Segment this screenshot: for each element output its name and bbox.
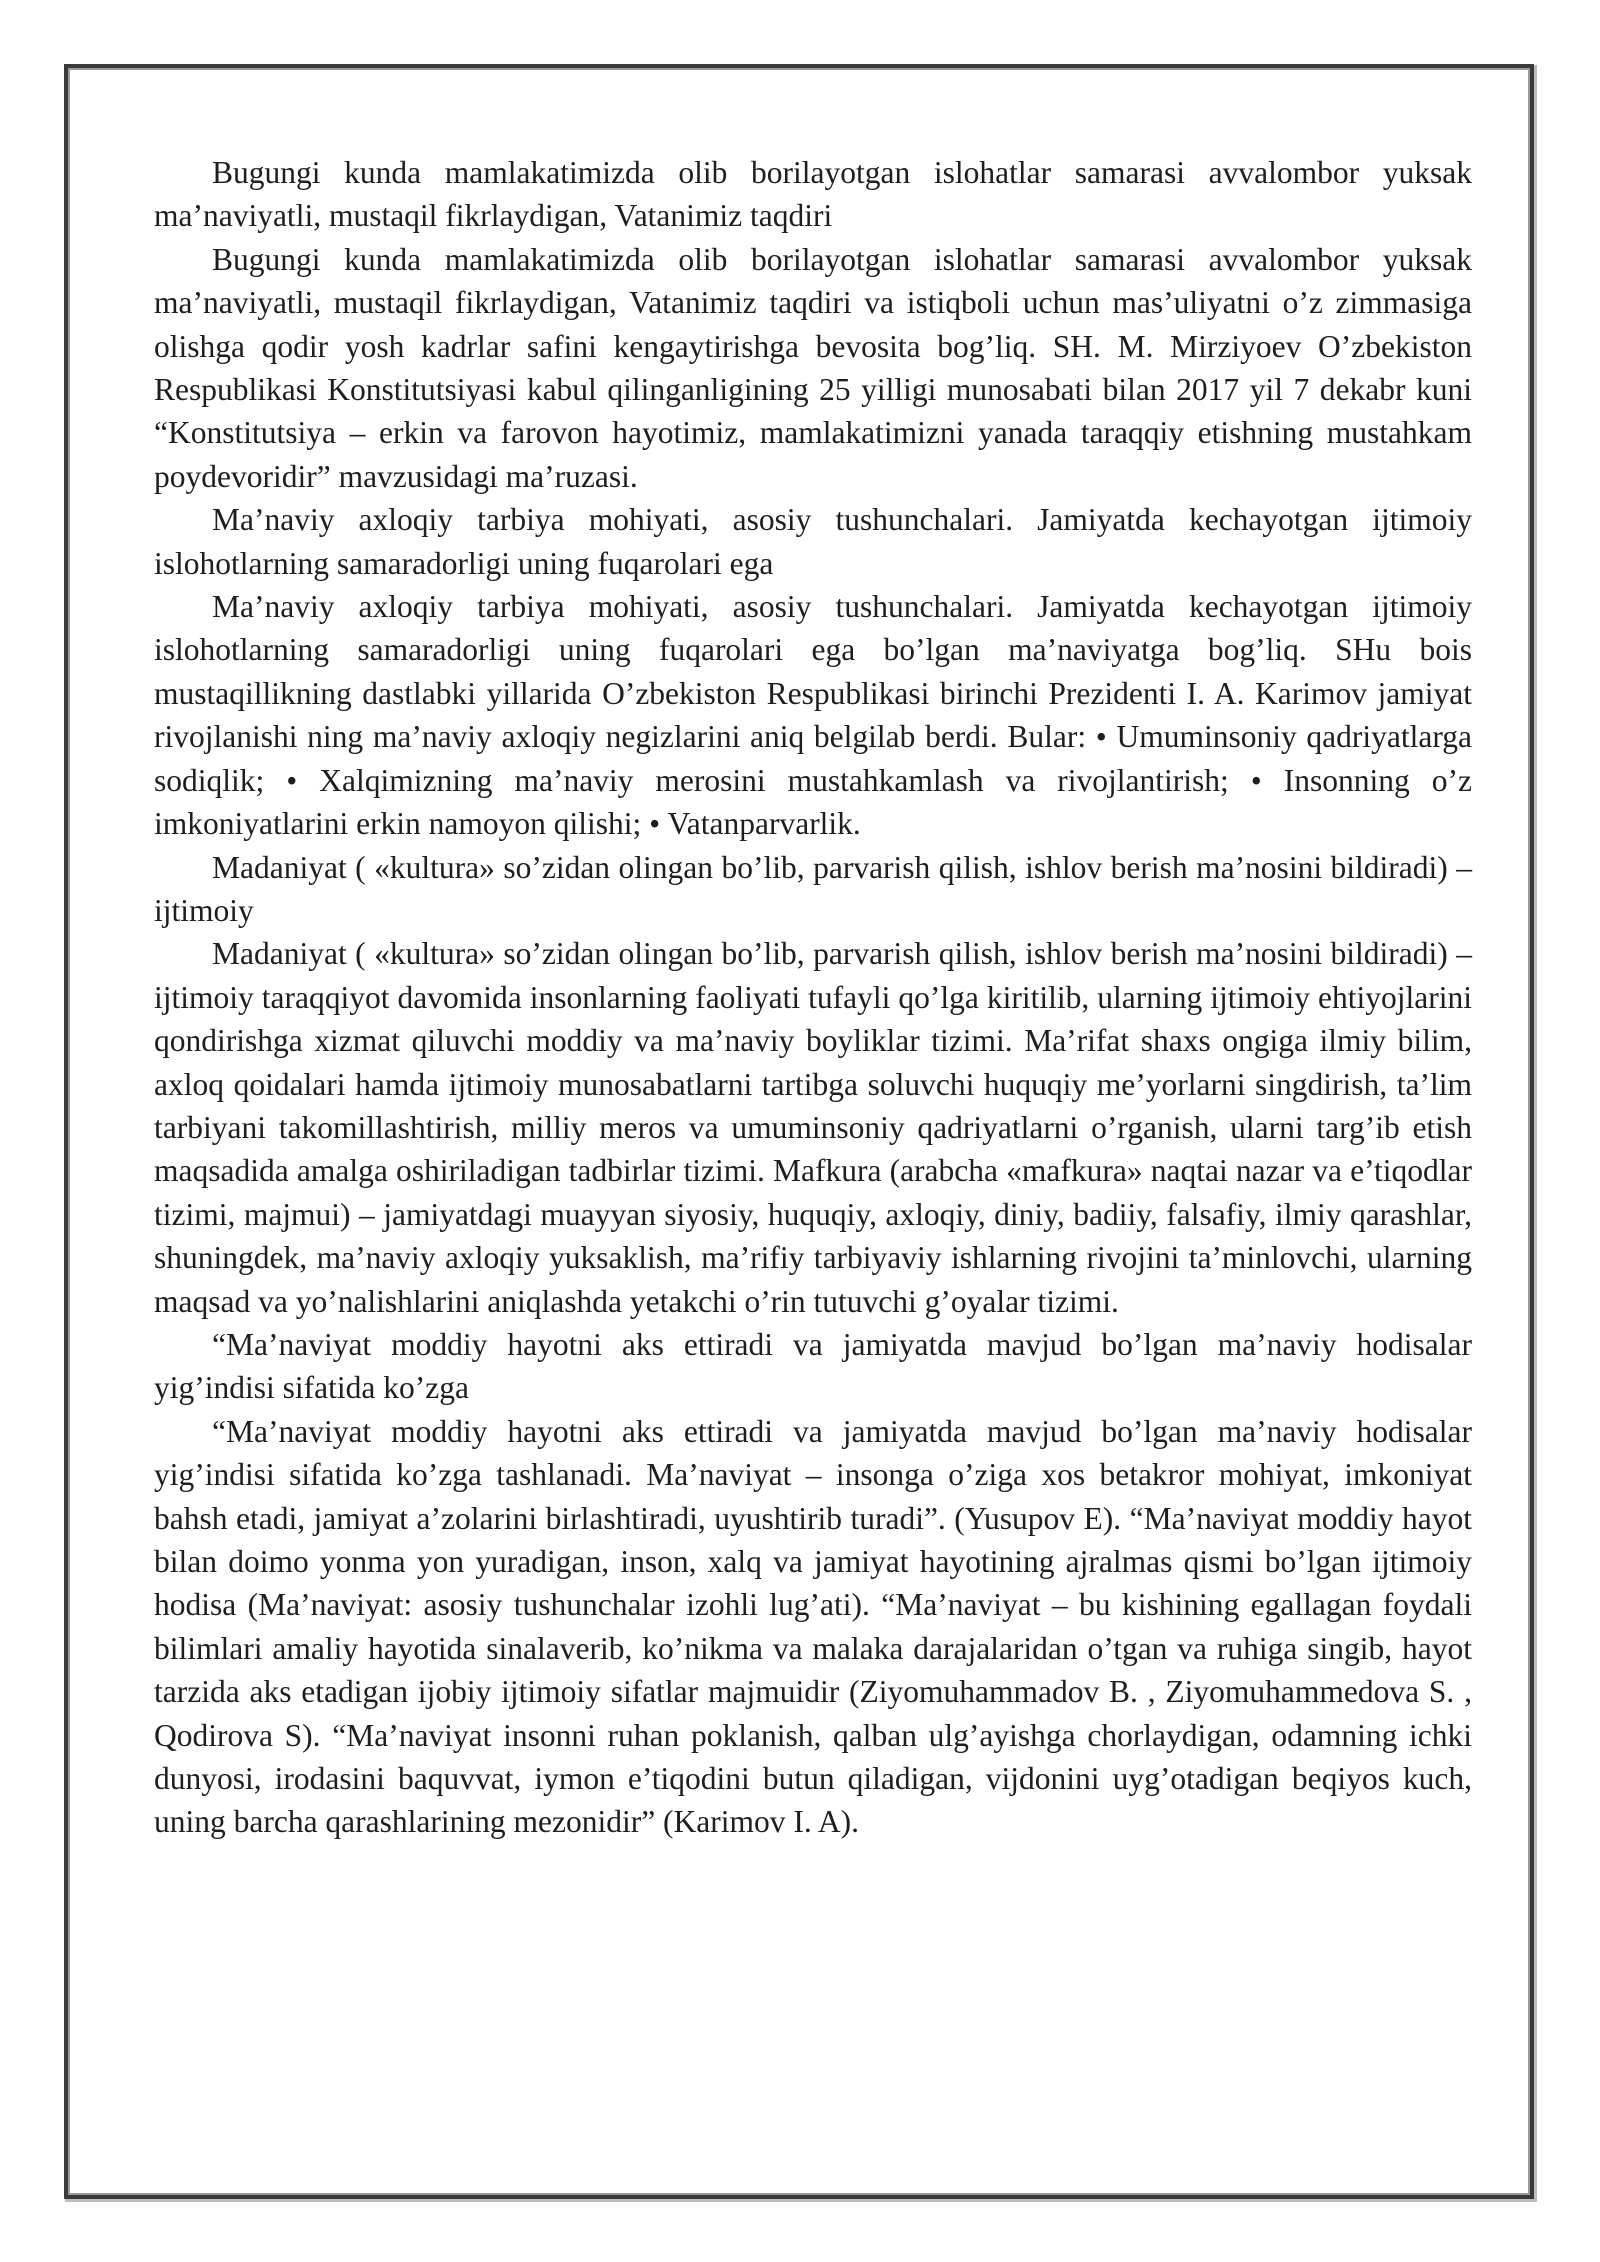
paragraph: “Ma’naviyat moddiy hayotni aks ettiradi va jamiyatda mavjud bo’lgan ma’naviy hodisalar yig’indisi sifatida ko’zga — [154, 1326, 1472, 1406]
paragraph: Bugungi kunda mamlakatimizda olib borilayotgan islohatlar samarasi avvalombor yuksak ma’naviyatli, mustaqil fikrlaydigan, Vatanimiz taqdiri va istiqboli uchun mas’uliyatni o’z zimmasiga olishga qodir yosh kadrlar safini kengaytirishga bevosita bog’liq. SH. M. Mirziyoev O’zbekiston Respublikasi Konstitutsiyasi kabul qilinganligining 25 yilligi munosabati bilan 2017 yil 7 dekabr kuni “Konstitutsiya – erkin va farovon hayotimiz, mamlakatimizni yanada taraqqiy etishning mustahkam poydevoridir” mavzusidagi ma’ruzasi. — [154, 241, 1472, 494]
paragraph: Madaniyat ( «kultura» so’zidan olingan bo’lib, parvarish qilish, ishlov berish ma’nosini bildiradi) – ijtimoiy — [154, 849, 1472, 928]
paragraph: Ma’naviy axloqiy tarbiya mohiyati, asosiy tushunchalari. Jamiyatda kechayotgan ijtimoiy islohotlarning samaradorligi uning fuqarolari ega — [154, 502, 1472, 581]
paragraph: Bugungi kunda mamlakatimizda olib borilayotgan islohatlar samarasi avvalombor yuksak ma’naviyatli, mustaqil fikrlaydigan, Vatanimiz taqdiri — [154, 155, 1472, 234]
document-body — [154, 151, 1472, 1844]
paragraph: Madaniyat ( «kultura» so’zidan olingan bo’lib, parvarish qilish, ishlov berish ma’nosini bildiradi) – ijtimoiy taraqqiyot davomida insonlarning faoliyati tufayli qo’lga kiritilib, ularning ijtimoiy ehtiyojlarini qondirishga xizmat qiluvchi moddiy va ma’naviy boyliklar tizimi. Ma’rifat shaxs ongiga ilmiy bilim, axloq qoidalari hamda ijtimoiy munosabatlarni tartibga soluvchi huquqiy me’yorlarni singdirish, ta’lim tarbiyani takomillashtirish, milliy meros va umuminsoniy qadriyatlarni o’rganish, ularni targ’ib etish maqsadida amalga oshiriladigan tadbirlar tizimi. Mafkura (arabcha «mafkura» naqtai nazar va e’tiqodlar tizimi, majmui) – jamiyatdagi muayyan siyosiy, huquqiy, axloqiy, diniy, badiiy, falsafiy, ilmiy qarashlar, shuningdek, ma’naviy axloqiy yuksaklish, ma’rifiy tarbiyaviy ishlarning rivojini ta’minlovchi, ularning maqsad va yo’nalishlarini aniqlashda yetakchi o’rin tutuvchi g’oyalar tizimi. — [154, 936, 1472, 1319]
paragraph: “Ma’naviyat moddiy hayotni aks ettiradi va jamiyatda mavjud bo’lgan ma’naviy hodisalar yig’indisi sifatida ko’zga tashlanadi. Ma’naviyat – insonga o’ziga xos betakror mohiyat, imkoniyat bahsh etadi, jamiyat a’zolarini birlashtiradi, uyushtirib turadi”. (Yusupov E). “Ma’naviyat moddiy hayot bilan doimo yonma yon yuradigan, inson, xalq va jamiyat hayotining ajralmas qismi bo’lgan ijtimoiy hodisa (Ma’naviyat: asosiy tushunchalar izohli lug’ati). “Ma’naviyat – bu kishining egallagan foydali bilimlari amaliy hayotida sinalaverib, ko’nikma va malaka darajalaridan o’tgan va ruhiga singib, hayot tarzida aks etadigan ijobiy ijtimoiy sifatlar majmuidir (Ziyomuhammadov B. , Ziyomuhammedova S. , Qodirova S). “Ma’naviyat insonni ruhan poklanish, qalban ulg’ayishga chorlaydigan, odamning ichki dunyosi, irodasini baquvvat, iymon e’tiqodini butun qiladigan, vijdonini uyg’otadigan beqiyos kuch, uning barcha qarashlarining mezonidir” (Karimov I. A). — [154, 1413, 1472, 1840]
paragraph: Ma’naviy axloqiy tarbiya mohiyati, asosiy tushunchalari. Jamiyatda kechayotgan ijtimoiy islohotlarning samaradorligi uning fuqarolari ega bo’lgan ma’naviyatga bog’liq. SHu bois mustaqillikning dastlabki yillarida O’zbekiston Respublikasi birinchi Prezidenti I. A. Karimov jamiyat rivojlanishi ning ma’naviy axloqiy negizlarini aniq belgilab berdi. Bular: • Umuminsoniy qadriyatlarga sodiqlik; • Xalqimizning ma’naviy merosini mustahkamlash va rivojlantirish; • Insonning o’z imkoniyatlarini erkin namoyon qilishi; • Vatanparvarlik. — [154, 589, 1472, 842]
